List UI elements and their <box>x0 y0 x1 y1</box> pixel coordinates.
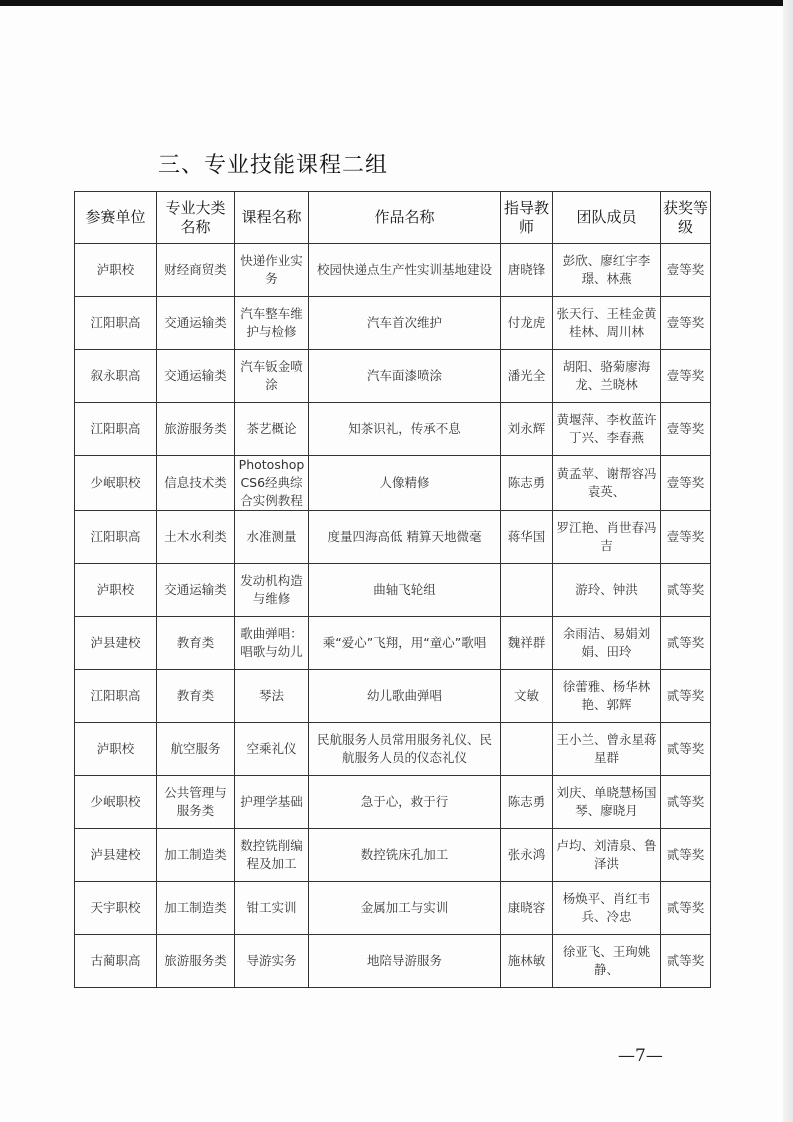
cell-work: 度量四海高低 精算天地微毫 <box>309 511 501 564</box>
cell-work: 曲轴飞轮组 <box>309 564 501 617</box>
cell-award: 贰等奖 <box>661 776 711 829</box>
cell-award: 贰等奖 <box>661 670 711 723</box>
cell-team: 杨焕平、肖红韦兵、冷忠 <box>553 882 661 935</box>
table-row <box>75 511 711 564</box>
cell-unit: 江阳职高 <box>75 403 157 456</box>
cell-major: 旅游服务类 <box>157 935 235 988</box>
cell-work: 数控铣床孔加工 <box>309 829 501 882</box>
table-header-row <box>75 192 711 244</box>
cell-unit: 江阳职高 <box>75 511 157 564</box>
table-row <box>75 564 711 617</box>
cell-work: 知茶识礼，传承不息 <box>309 403 501 456</box>
cell-teacher: 陈志勇 <box>501 776 553 829</box>
cell-teacher: 刘永辉 <box>501 403 553 456</box>
cell-teacher: 潘光全 <box>501 350 553 403</box>
scan-top-edge <box>0 0 793 6</box>
cell-award: 贰等奖 <box>661 882 711 935</box>
cell-major: 信息技术类 <box>157 456 235 511</box>
cell-major: 交通运输类 <box>157 350 235 403</box>
table-row <box>75 350 711 403</box>
cell-teacher: 唐晓锋 <box>501 244 553 297</box>
table-row <box>75 723 711 776</box>
cell-team: 徐蕾雅、杨华林艳、郭辉 <box>553 670 661 723</box>
header-work: 作品名称 <box>309 192 501 244</box>
awards-table <box>74 191 711 988</box>
cell-teacher: 蒋华国 <box>501 511 553 564</box>
cell-work: 幼儿歌曲弹唱 <box>309 670 501 723</box>
cell-course: 汽车整车维护与检修 <box>235 297 309 350</box>
cell-course: 汽车钣金喷涂 <box>235 350 309 403</box>
section-title: 三、专业技能课程二组 <box>158 153 389 178</box>
header-teacher: 指导教师 <box>501 192 553 244</box>
cell-work: 人像精修 <box>309 456 501 511</box>
cell-course: 水准测量 <box>235 511 309 564</box>
cell-award: 壹等奖 <box>661 244 711 297</box>
table-row <box>75 403 711 456</box>
cell-major: 公共管理与服务类 <box>157 776 235 829</box>
cell-unit: 泸县建校 <box>75 617 157 670</box>
header-unit: 参赛单位 <box>75 192 157 244</box>
cell-major: 加工制造类 <box>157 882 235 935</box>
cell-major: 旅游服务类 <box>157 403 235 456</box>
cell-course: 快递作业实务 <box>235 244 309 297</box>
cell-team: 王小兰、曾永星蒋星群 <box>553 723 661 776</box>
cell-major: 加工制造类 <box>157 829 235 882</box>
cell-unit: 叙永职高 <box>75 350 157 403</box>
cell-team: 卢均、刘清泉、鲁泽洪 <box>553 829 661 882</box>
cell-unit: 江阳职高 <box>75 670 157 723</box>
cell-course: 发动机构造与维修 <box>235 564 309 617</box>
cell-teacher <box>501 723 553 776</box>
header-course: 课程名称 <box>235 192 309 244</box>
cell-award: 壹等奖 <box>661 456 711 511</box>
cell-work: 汽车面漆喷涂 <box>309 350 501 403</box>
cell-team: 胡阳、骆菊廖海龙、兰晓林 <box>553 350 661 403</box>
cell-teacher: 魏祥群 <box>501 617 553 670</box>
cell-major: 教育类 <box>157 670 235 723</box>
header-award: 获奖等级 <box>661 192 711 244</box>
cell-team: 徐亚飞、王珣姚静、 <box>553 935 661 988</box>
cell-major: 财经商贸类 <box>157 244 235 297</box>
cell-award: 壹等奖 <box>661 403 711 456</box>
cell-team: 彭欣、廖红宇李璟、林燕 <box>553 244 661 297</box>
cell-teacher: 张永鸿 <box>501 829 553 882</box>
cell-teacher: 付龙虎 <box>501 297 553 350</box>
header-team: 团队成员 <box>553 192 661 244</box>
cell-team: 黄堰萍、李枚蓝许丁兴、李春燕 <box>553 403 661 456</box>
cell-team: 游玲、钟洪 <box>553 564 661 617</box>
table-row <box>75 882 711 935</box>
table-row <box>75 456 711 511</box>
cell-teacher: 康晓容 <box>501 882 553 935</box>
cell-work: 校园快递点生产性实训基地建设 <box>309 244 501 297</box>
cell-work: 汽车首次维护 <box>309 297 501 350</box>
page-number: —7— <box>618 1046 663 1066</box>
cell-award: 贰等奖 <box>661 723 711 776</box>
table-row <box>75 935 711 988</box>
cell-teacher: 施林敏 <box>501 935 553 988</box>
cell-major: 航空服务 <box>157 723 235 776</box>
table-row <box>75 670 711 723</box>
table-row <box>75 776 711 829</box>
cell-course: 琴法 <box>235 670 309 723</box>
cell-major: 交通运输类 <box>157 564 235 617</box>
cell-course: 茶艺概论 <box>235 403 309 456</box>
cell-award: 壹等奖 <box>661 350 711 403</box>
cell-unit: 泸职校 <box>75 564 157 617</box>
cell-award: 壹等奖 <box>661 297 711 350</box>
cell-course: Photoshop CS6经典综合实例教程 <box>235 456 309 511</box>
page-right-edge <box>783 0 793 1122</box>
cell-unit: 少岷职校 <box>75 456 157 511</box>
cell-team: 罗江艳、肖世春冯吉 <box>553 511 661 564</box>
cell-teacher <box>501 564 553 617</box>
cell-team: 余雨洁、易娟刘娟、田玲 <box>553 617 661 670</box>
cell-teacher: 文敏 <box>501 670 553 723</box>
cell-work: 乘“爱心”飞翔，用“童心”歌唱 <box>309 617 501 670</box>
cell-teacher: 陈志勇 <box>501 456 553 511</box>
table-row <box>75 244 711 297</box>
cell-unit: 少岷职校 <box>75 776 157 829</box>
cell-work: 金属加工与实训 <box>309 882 501 935</box>
cell-course: 数控铣削编程及加工 <box>235 829 309 882</box>
table-row <box>75 829 711 882</box>
table-row <box>75 617 711 670</box>
cell-major: 交通运输类 <box>157 297 235 350</box>
header-major: 专业大类名称 <box>157 192 235 244</box>
cell-course: 歌曲弹唱：唱歌与幼儿 <box>235 617 309 670</box>
cell-unit: 泸职校 <box>75 723 157 776</box>
cell-work: 急于心，救于行 <box>309 776 501 829</box>
cell-work: 民航服务人员常用服务礼仪、民航服务人员的仪态礼仪 <box>309 723 501 776</box>
cell-unit: 泸县建校 <box>75 829 157 882</box>
cell-unit: 江阳职高 <box>75 297 157 350</box>
cell-work: 地陪导游服务 <box>309 935 501 988</box>
cell-award: 壹等奖 <box>661 511 711 564</box>
cell-course: 护理学基础 <box>235 776 309 829</box>
cell-team: 黄孟苹、谢帮容冯袁英、 <box>553 456 661 511</box>
cell-major: 教育类 <box>157 617 235 670</box>
cell-course: 空乘礼仪 <box>235 723 309 776</box>
cell-unit: 泸职校 <box>75 244 157 297</box>
cell-major: 土木水利类 <box>157 511 235 564</box>
cell-unit: 古蔺职高 <box>75 935 157 988</box>
table-row <box>75 297 711 350</box>
cell-award: 贰等奖 <box>661 617 711 670</box>
cell-award: 贰等奖 <box>661 829 711 882</box>
cell-course: 钳工实训 <box>235 882 309 935</box>
cell-team: 张天行、王桂金黄桂林、周川林 <box>553 297 661 350</box>
cell-team: 刘庆、单晓慧杨国琴、廖晓月 <box>553 776 661 829</box>
cell-unit: 天宇职校 <box>75 882 157 935</box>
cell-course: 导游实务 <box>235 935 309 988</box>
cell-award: 贰等奖 <box>661 935 711 988</box>
cell-award: 贰等奖 <box>661 564 711 617</box>
